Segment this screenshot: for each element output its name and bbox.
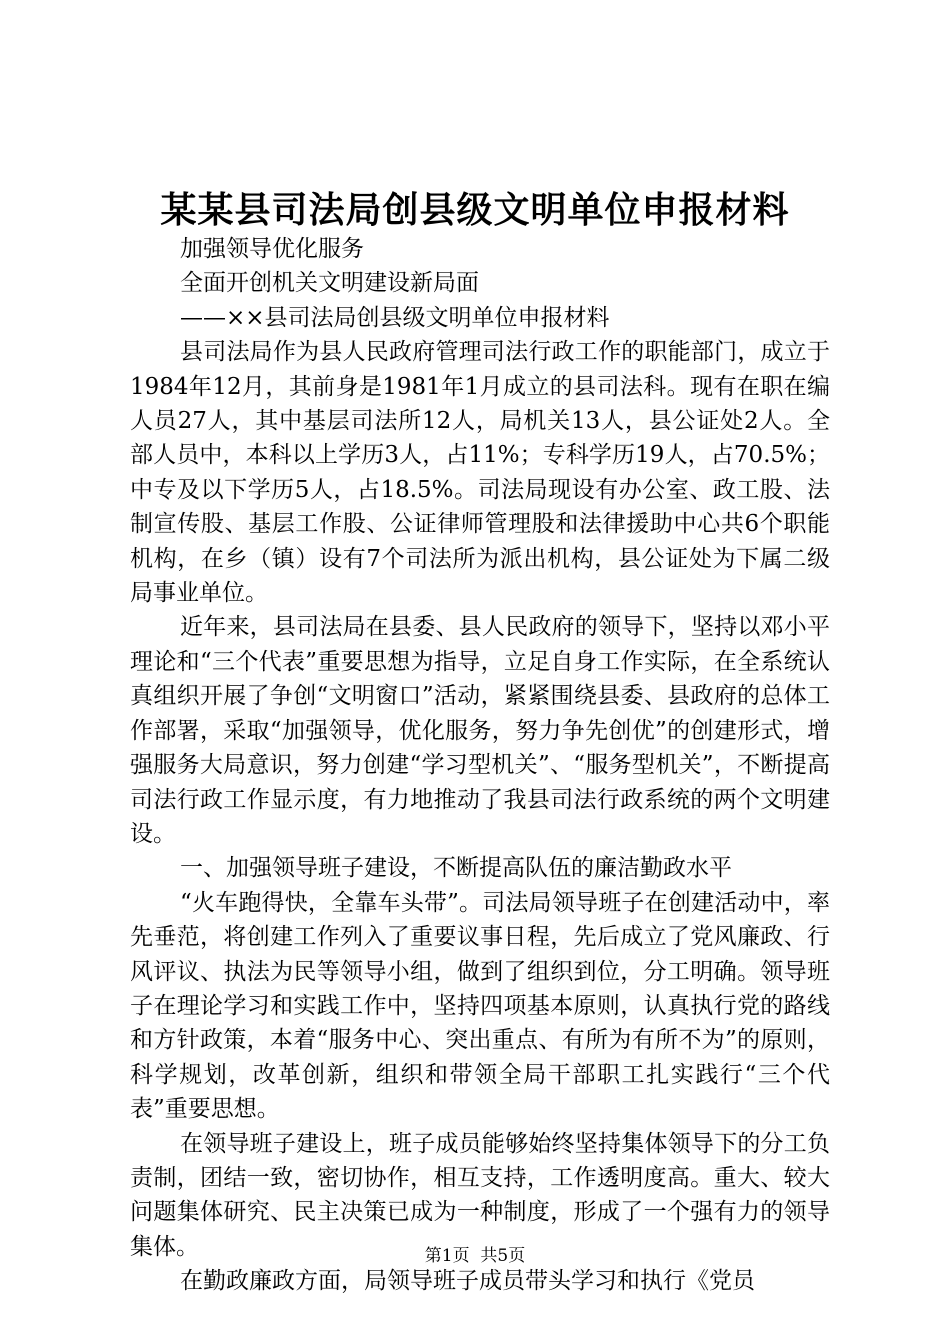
paragraph-team-building: 在领导班子建设上，班子成员能够始终坚持集体领导下的分工负责制，团结一致，密切协作，相互支持，工作透明度高。重大、较大问题集体研究、民主决策已成为一种制度，形成了一个强有力的领导集体。 xyxy=(130,1130,830,1260)
section-heading-1: 一、加强领导班子建设，不断提高队伍的廉洁勤政水平 xyxy=(180,855,732,882)
paragraph-leadership: “火车跑得快，全靠车头带”。司法局领导班子在创建活动中，率先垂范，将创建工作列入了重要议事日程，先后成立了党风廉政、行风评议、执法为民等领导小组，做到了组织到位，分工明确。领导班子在理论学习和实践工作中，坚持四项基本原则，认真执行党的路线和方针政策，本着“服务中心、突出重点、有所为有所不为”的原则，科学规划，改革创新，组织和带领全局干部职工扎实践行“三个代表”重要思想。 xyxy=(130,889,830,1123)
subtitle-2: 全面开创机关文明建设新局面 xyxy=(180,270,479,297)
paragraph-intro: 县司法局作为县人民政府管理司法行政工作的职能部门，成立于1984年12月，其前身是1981年1月成立的县司法科。现有在职在编人员27人，其中基层司法所12人，局机关13人，县公证处2人。全部人员中，本科以上学历3人，占11%；专科学历19人，占70.5%；中专及以下学历5人，占18.5%。司法局现设有办公室、政工股、法制宣传股、基层工作股、公证律师管理股和法律援助中心共6个职能机构，在乡（镇）设有7个司法所为派出机构，县公证处为下属二级局事业单位。 xyxy=(130,339,830,607)
paragraph-overview: 近年来，县司法局在县委、县人民政府的领导下，坚持以邓小平理论和“三个代表”重要思想为指导，立足自身工作实际，在全系统认真组织开展了争创“文明窗口”活动，紧紧围绕县委、县政府的总体工作部署，采取“加强领导，优化服务，努力争先创优”的创建形式，增强服务大局意识，努力创建“学习型机关”、“服务型机关”，不断提高司法行政工作显示度，有力地推动了我县司法行政系统的两个文明建设。 xyxy=(130,614,830,847)
document-body xyxy=(130,232,830,1299)
document-title: 某某县司法局创县级文明单位申报材料 xyxy=(160,189,790,231)
subtitle-1: 加强领导优化服务 xyxy=(180,236,364,262)
paragraph-integrity: 在勤政廉政方面，局领导班子成员带头学习和执行《党员 xyxy=(180,1268,755,1295)
page-footer: 第1页 共5页 xyxy=(424,1246,526,1266)
subtitle-3: ——××县司法局创县级文明单位申报材料 xyxy=(180,304,610,331)
